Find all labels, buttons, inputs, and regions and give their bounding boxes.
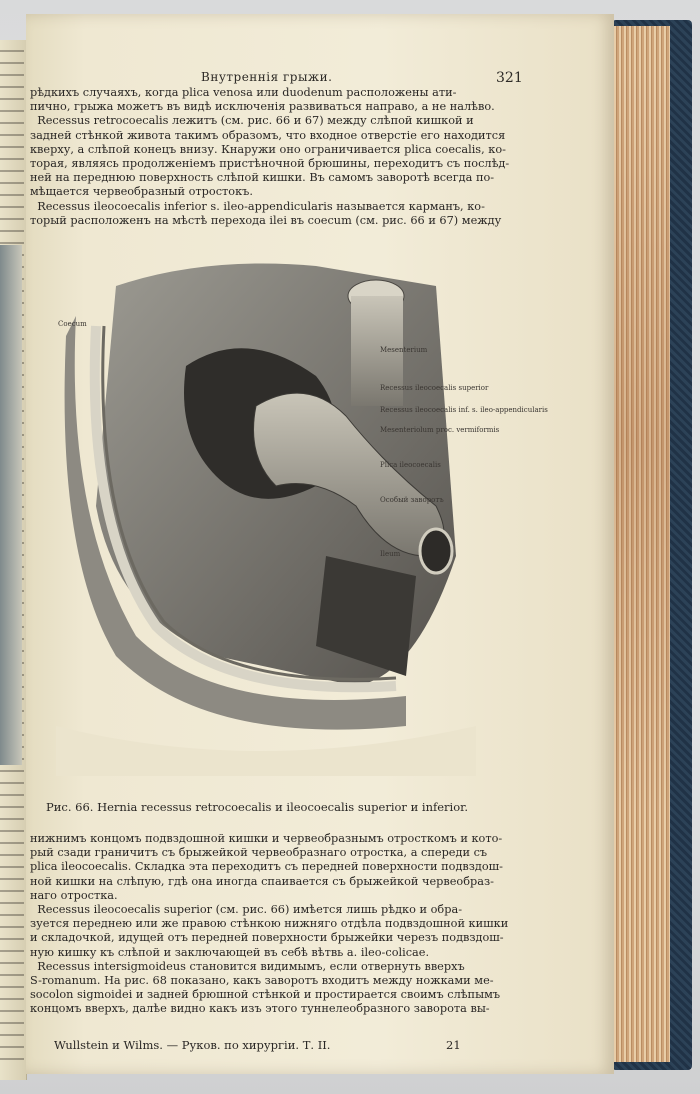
label-recessus-superior: Recessus ileocoecalis superior [380, 384, 489, 392]
label-mesenterium: Mesenterium [380, 346, 428, 354]
illustration-svg [56, 256, 476, 776]
bottom-paragraphs: нижнимъ концомъ подвздошной кишки и червеобразнымъ отросткомъ и кото- рый сзади граничитъ съ брыжейкой червеобразнаго отростка, а спереди съ plica ileocoecalis. Складка эта переходитъ съ передней поверхности подвздош- ной кишки на слѣпую, гдѣ она иногда спаивается съ брыжейкой червеобраз- наго отростка. Recessus ileocoecalis superior (см. рис. 66) имѣется лишь рѣдко и обра- зуется переднею или же правою стѣнкою нижняго отдѣла подвздошной кишки и складочкой, идущей отъ передней поверхности брыжейки черезъ подвздош- ную кишку къ слѣпой и заключающей въ себѣ вѣтвь a. ileo-colicae. Recessus intersigmoideus становится видимымъ, если отвернуть вверхъ S-romanum. На рис. 68 показано, какъ заворотъ входитъ между ножками ме- socolon sigmoidei и задней брюшной стѣнкой и простирается своимъ слѣпымъ концомъ вверхъ, далѣе видно какъ изъ этого туннелеобразного заворота вы- [30, 832, 509, 1016]
label-plica-ileocoecalis: Plica ileocoecalis [380, 461, 441, 469]
label-osobyi-zavorot: Особый заворотъ [380, 496, 444, 504]
footer-reference: Wullstein и Wilms. — Руков. по хирургіи. Т. II. [54, 1038, 331, 1052]
page-number: 321 [496, 70, 523, 86]
label-mesenteriolum: Mesenteriolum proc. vermiformis [380, 426, 500, 434]
left-page-figure [0, 245, 22, 765]
page-edges [612, 26, 670, 1062]
label-coecum: Coecum [58, 320, 87, 328]
top-paragraphs: рѣдкихъ случаяхъ, когда plica venosa или duodenum расположены ати- пично, грыжа можетъ въ видѣ исключенія развиваться направо, а не налѣво. Recessus retrocoecalis лежитъ (см. рис. 66 и 67) между слѣпой кишкой и задней стѣнкой живота такимъ образомъ, что входное отверстіе его находится кверху, а слѣпой конецъ внизу. Кнаружи оно ограничивается plica coecalis, ко- торая, являясь продолженіемъ пристѣночной брюшины, переходитъ съ послѣд- ней на переднюю поверхность слѣпой кишки. Въ самомъ заворотѣ всегда по- мѣщается червеобразный отростокъ. Recessus ileocoecalis inferior s. ileo-appendicularis называется карманъ, ко- торый расположенъ на мѣстѣ перехода ilei въ coecum (см. рис. 66 и 67) между [30, 86, 510, 227]
book-page [26, 14, 614, 1074]
header-title: Внутреннія грыжи. [201, 70, 333, 84]
label-recessus-inferior: Recessus ileocoecalis inf. s. ileo-appendicularis [380, 406, 548, 414]
anatomical-illustration [56, 256, 548, 776]
label-ileum: Ileum [380, 550, 401, 558]
signature-mark: 21 [446, 1038, 461, 1052]
figure-caption: Рис. 66. Hernia recessus retrocoecalis и ileocoecalis superior и inferior. [46, 800, 469, 814]
